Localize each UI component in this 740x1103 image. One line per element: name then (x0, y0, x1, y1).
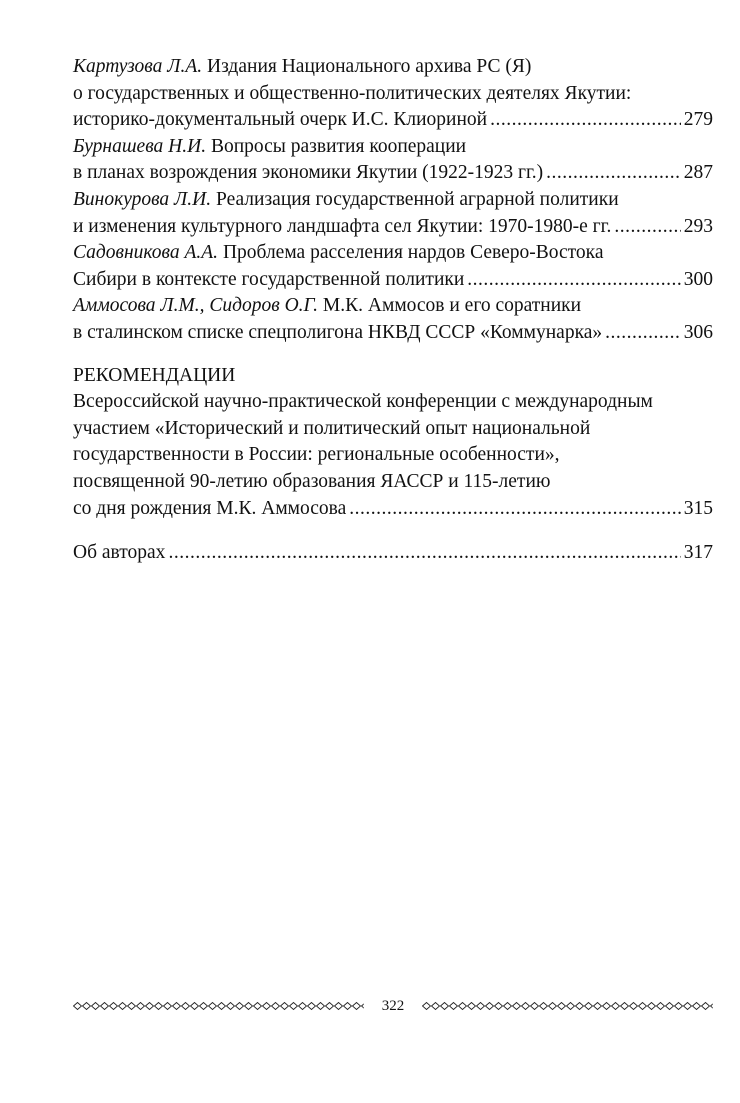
dot-leader (349, 496, 681, 523)
entry-title-line: Вопросы развития кооперации (210, 135, 467, 157)
toc-entry (73, 240, 713, 293)
dot-leader (490, 107, 681, 134)
entry-author: Картузова Л.А. (73, 56, 203, 77)
dot-leader (546, 160, 681, 187)
toc-line (73, 187, 713, 214)
entry-title-line: со дня рождения М.К. Аммосова (73, 497, 347, 519)
section-heading: РЕКОМЕНДАЦИИ (73, 364, 236, 386)
entry-title-line: в планах возрождения экономики Якутии (1922-1923 гг.) (73, 162, 544, 184)
dot-leader (467, 267, 680, 294)
entry-page-number: 317 (683, 542, 713, 564)
toc-line (73, 496, 713, 523)
entry-title-line: посвященной 90-летию образования ЯАССР и 115-летию (73, 470, 551, 492)
toc-entry (73, 54, 713, 134)
entry-page-number: 279 (683, 109, 713, 131)
table-of-contents (73, 54, 713, 567)
entry-page-number: 300 (683, 268, 713, 290)
toc-line (73, 442, 713, 469)
toc-line (73, 54, 713, 81)
toc-line (73, 416, 713, 443)
entry-title-line: Всероссийской научно-практической конференции с международным (73, 391, 653, 413)
entry-title-line: Об авторах (73, 542, 166, 564)
dot-leader (605, 320, 681, 347)
toc-line (73, 540, 713, 567)
toc-line (73, 107, 713, 134)
toc-line (73, 469, 713, 496)
dot-leader (168, 540, 680, 567)
entry-title-line: в сталинском списке спецполигона НКВД СССР «Коммунарка» (73, 321, 603, 343)
entry-title-line: Сибири в контексте государственной политики (73, 268, 465, 290)
authors-entry (73, 540, 713, 567)
entry-page-number: 306 (683, 321, 713, 343)
page-footer (73, 996, 713, 1016)
entry-title-line: Проблема расселения нардов Северо-Востока (222, 242, 604, 264)
entry-title-line: участием «Исторический и политический опыт национальной (73, 417, 591, 439)
spacer (73, 347, 713, 363)
toc-line (73, 267, 713, 294)
entry-title-line: Реализация государственной аграрной политики (215, 188, 619, 210)
toc-entry (73, 187, 713, 240)
footer-ornament-right (422, 1001, 713, 1011)
recommendations-entry (73, 363, 713, 523)
page-number: 322 (381, 998, 405, 1014)
toc-line (73, 240, 713, 267)
entry-page-number: 315 (683, 497, 713, 519)
toc-line (73, 81, 713, 108)
entry-author: Садовникова А.А. (73, 242, 219, 264)
entry-author: Аммосова Л.М., Сидоров О.Г. (73, 295, 319, 317)
entry-title-line: М.К. Аммосов и его соратники (322, 295, 582, 317)
spacer (73, 522, 713, 540)
footer-ornament-left (73, 1001, 364, 1011)
toc-entry (73, 293, 713, 346)
toc-line (73, 134, 713, 161)
toc-line (73, 389, 713, 416)
toc-line (73, 160, 713, 187)
entry-title-line: и изменения культурного ландшафта сел Якутии: 1970-1980-е гг. (73, 215, 612, 237)
entry-page-number: 287 (683, 162, 713, 184)
entry-page-number: 293 (683, 215, 713, 237)
entry-author: Винокурова Л.И. (73, 188, 212, 210)
toc-line (73, 320, 713, 347)
entry-title-line: государственности в России: региональные особенности», (73, 444, 560, 466)
toc-line (73, 293, 713, 320)
toc-entry (73, 134, 713, 187)
entry-author: Бурнашева Н.И. (73, 135, 207, 157)
dot-leader (614, 214, 680, 241)
entry-title-line: историко-документальный очерк И.С. Клиориной (73, 109, 488, 131)
toc-line (73, 214, 713, 241)
entry-title-line: Издания Национального архива РС (Я) (207, 56, 532, 77)
entry-title-line: о государственных и общественно-политических деятелях Якутии: (73, 82, 632, 104)
